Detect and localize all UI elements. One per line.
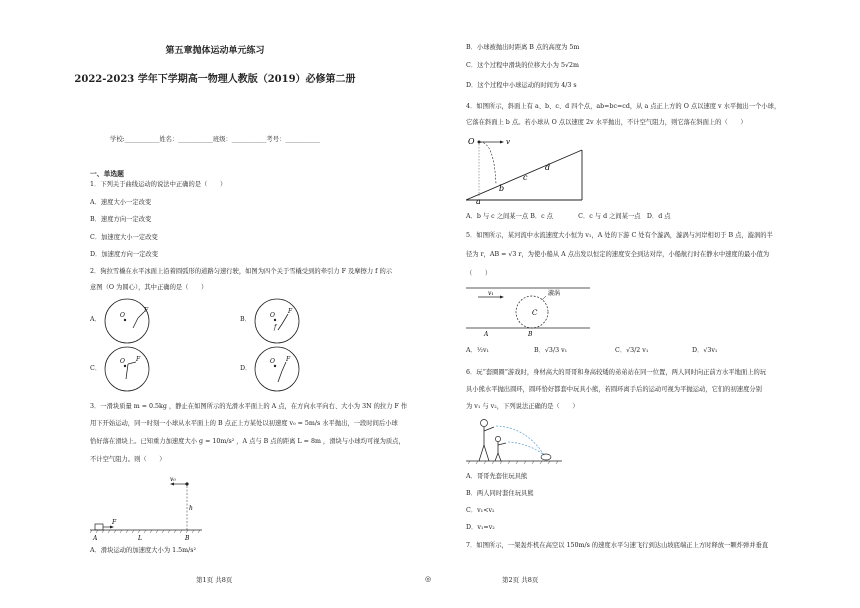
svg-text:F: F [286, 356, 291, 363]
student-info-line: 学校:___________姓名：___________班级：___________考号：___________ [110, 136, 320, 143]
svg-text:O: O [270, 358, 275, 365]
question-5-line2: 径为 r，AB = √3 r，为使小船从 A 点出发以恒定的速度安全到达对岸，小船航行时在静水中速度的最小值为 [466, 251, 770, 258]
center-binding-mark: ◎ [425, 575, 432, 583]
svg-text:F: F [144, 307, 149, 314]
exam-subtitle: 2022-2023 学年下学期高一物理人教版（2019）必修第二册 [74, 74, 356, 85]
svg-text:C: C [532, 309, 538, 317]
svg-text:O: O [120, 358, 125, 365]
svg-text:v₀: v₀ [170, 476, 176, 483]
question-3-line2: 用下开始运动，同一时刻一小球从水平面上的 B 点正上方某处以初速度 v₀ = 5m/s 水平抛出，一段时间后小球 [90, 420, 398, 427]
q3-option-c: C．这个过程中滑块的位移大小为 5√2m [466, 62, 579, 69]
q1-option-b: B．速度方向一定改变 [90, 216, 152, 223]
q6-option-c: C．v₁<v₂ [466, 507, 495, 514]
q5-option-d: D．√3v₁ [692, 347, 718, 354]
q2a-o-label: O [120, 312, 125, 319]
q2-label-b: B． [240, 316, 251, 323]
section-heading: 一、单选题 [90, 170, 124, 178]
question-4-line1: 4．如图所示，斜面上有 a、b、c、d 四个点，ab=bc=cd，从 a 点正上方的 O 点以速度 v 水平抛出一个小球， [466, 103, 781, 110]
q5-option-c: C．√3/2 v₁ [615, 347, 649, 354]
svg-text:B: B [528, 331, 533, 338]
question-5-line3: （ ） [466, 270, 492, 277]
question-1: 1．下列关于曲线运动的说法中正确的是（ ） [90, 181, 227, 188]
q2-figure-c [102, 344, 152, 394]
q6-option-b: B．两人同时套住玩具熊 [466, 490, 534, 497]
svg-text:c: c [523, 173, 528, 182]
q1-option-d: D．加速度方向一定改变 [90, 251, 159, 258]
question-6-line3: 为 v₁ 与 v₂，下列说法正确的是（ ） [466, 403, 579, 410]
q1-option-c: C．加速度大小一定改变 [90, 234, 158, 241]
svg-text:h: h [189, 505, 193, 512]
question-2-line2: 意图（O 为圆心），其中正确的是（ ） [90, 284, 208, 291]
svg-text:O: O [468, 137, 475, 146]
right-page [430, 0, 860, 608]
svg-text:A: A [93, 535, 98, 542]
svg-text:漩涡: 漩涡 [548, 290, 561, 297]
question-3-line3: 恰好落在滑块上。已知重力加速度大小 g = 10m/s² ，A 点与 B 点的距离 L = 8m ，滑块与小球均可视为质点， [90, 438, 405, 445]
svg-text:d: d [545, 163, 551, 172]
question-3-line1: 3．一滑块质量 m = 0.5kg ，静止在如图所示的光滑水平面上的 A 点，在方向水平向右、大小为 3N 的拉力 F 作 [90, 403, 408, 410]
q2-figure-d [252, 344, 302, 394]
q4-options: A．b 与 c 之间某一点 B．c 点 C．c 与 d 之间某一点 D．d 点 [466, 213, 671, 220]
svg-text:O: O [270, 312, 275, 319]
q6-option-a: A．哥哥先套住玩具熊 [466, 473, 528, 480]
q5-option-a: A．½v₁ [466, 347, 490, 354]
svg-text:b: b [499, 184, 505, 193]
svg-text:B: B [185, 535, 190, 542]
question-5-line1: 5．如图所示，某河流中水流速度大小恒为 v₁，A 处的下游 C 处有个漩涡，漩涡与河岸相切于 B 点，漩涡的半 [466, 232, 773, 239]
q3-option-a: A．滑块运动的加速度大小为 1.5m/s² [90, 547, 196, 554]
question-2-line1: 2．狗拉雪橇在水平冰面上沿着圆弧形的道路匀速行驶，如图为四个关于雪橇受到的牵引力 F 及摩擦力 f 的示 [90, 268, 393, 275]
svg-text:f: f [274, 324, 277, 331]
q2-figure-a [102, 296, 152, 346]
svg-text:a: a [476, 197, 481, 206]
q5-option-b: B．√3/3 v₁ [534, 347, 568, 354]
q3-figure [90, 472, 220, 544]
q2-figure-b [252, 296, 302, 346]
svg-text:F: F [136, 356, 141, 363]
q3-option-b: B．小球被抛出时距离 B 点的高度为 5m [466, 44, 580, 51]
question-4-line2: 它落在斜面上 b 点。若小球从 O 点以速度 2v 水平抛出，不计空气阻力，则它落在斜面上的（ ） [466, 119, 747, 126]
q5-figure [466, 284, 596, 340]
page-number-right: 第2页 共8页 [502, 576, 539, 584]
exam-title: 第五章抛体运动单元练习 [165, 46, 265, 56]
q6-option-d: D．v₁=v₂ [466, 524, 495, 531]
svg-text:L: L [138, 535, 142, 542]
question-3-line4: 不计空气阻力。则（ ） [90, 456, 166, 463]
q2-label-d: D． [240, 365, 252, 372]
q2-label-a: A． [90, 316, 101, 323]
question-6-line2: 具小熊水平抛出圆环，圆环恰好都套中玩具小熊，若圆环离手后的运动可视为平抛运动，它们的初速度分别 [466, 386, 762, 393]
question-6-line1: 6．玩“套圈圈”游戏时，身材高大的哥哥和身高较矮的弟弟站在同一位置，两人同时向正前方水平地面上的玩 [466, 369, 767, 376]
svg-text:v: v [506, 138, 510, 146]
question-7-line1: 7．如图所示，一架轰炸机在高空以 150m/s 的速度水平匀速飞行到达山坡底端正上方时释放一颗炸弹并垂直 [466, 542, 769, 549]
page-number-left: 第1页 共8页 [196, 576, 233, 584]
q1-option-a: A．速度大小一定改变 [90, 199, 152, 206]
svg-text:A: A [484, 331, 489, 338]
q2-label-c: C． [90, 365, 102, 372]
q4-figure [466, 132, 590, 208]
svg-text:v₁: v₁ [488, 290, 494, 297]
q3-option-d: D．这个过程中小球运动的时间为 4/3 s [466, 82, 577, 89]
q6-figure [466, 415, 566, 467]
svg-text:F: F [288, 308, 293, 315]
svg-text:F: F [112, 519, 117, 526]
